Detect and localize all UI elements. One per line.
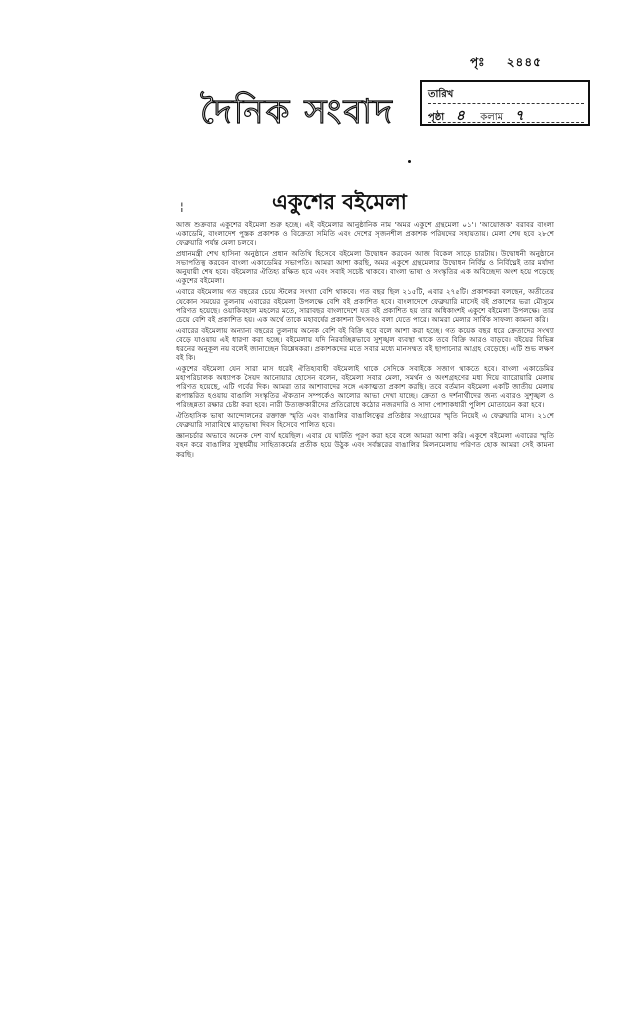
record-column-label: কলাম [480,112,504,123]
article-paragraph: ঐতিহাসিক ভাষা আন্দোলনের রক্তাক্ত স্মৃতি এবং বাঙালির বাঙালিত্বের প্রতিষ্ঠার সংগ্রামের স্মৃতি নিয়েই এ ফেব্রুয়ারি মাস। ২১শে ফেব্রুয়ারি সারাবিশ্বে মাতৃভাষা দিবস হিসেবে পালিত হবে। [176,411,554,430]
article-paragraph: এবারে বইমেলায় গত বছরের চেয়ে স্টলের সংখ্যা বেশি থাকবে। গত বছর ছিল ২১৫টি, এবার ২৭৫টি। প্রকাশকরা বলছেন, অতীতের যেকোন সময়ের তুলনায় এবারের বইমেলা উপলক্ষে বেশি বই প্রকাশিত হবে। বাংলাদেশে ফেব্রুয়ারি মাসেই বই প্রকাশের ভরা মৌসুমে পরিণত হয়েছে। ওয়াকিবহাল মহলের মতে, সারাবছর বাংলাদেশে যত বই প্রকাশিত হয় তার অধিকাংশই একুশে বইমেলা উপলক্ষে। তার চেয়ে বেশি বই প্রকাশিত হয়। এক অর্থে তাকে মহাবর্ষের প্রকাশনা উৎসবও বলা যেতে পারে। আমরা মেলার সার্বিক সাফল্য কামনা করি। [176,287,554,324]
archive-stamp-label: পৃঃ [470,55,486,69]
archive-stamp-number: ২৪৪৫ [506,55,542,69]
clipping-record-box [420,80,590,126]
record-page-row [428,104,584,123]
record-page-label: পৃষ্ঠা [428,112,445,123]
article-paragraph: একুশের বইমেলা যেন সারা মাস ধরেই ঐতিহ্যবাহী বইমেলাই থাকে সেদিকে সবাইকে সজাগ থাকতে হবে। বাংলা একাডেমির মহাপরিচালক অধ্যাপক সৈয়দ আনোয়ার হোসেন বলেন, বইমেলা সবার মেলা, সমর্থন ও অংশগ্রহণের মধ্য দিয়ে ব্যারোয়ারি মেলায় পরিণত হয়েছে, এটি গর্বের দিক। আমরা তার আশাবাদের সঙ্গে একাত্মতা প্রকাশ করছি। তবে বর্তমান বইমেলা একটি জাতীয় মেলায় রূপান্তরিত হওয়ায় বাঙালি সংস্কৃতির ঐকতান সম্পর্কেও আলোর আভা দেখা যাচ্ছে। ক্রেতা ও দর্শনার্থীদের জন্য এবারও সুশৃঙ্খল ও পরিচ্ছন্নতা রক্ষার চেষ্টা করা হবে। নারী উত্যক্তকারীদের প্রতিরোধে কঠোর নজরদারি ও সাদা পোশাকধারী পুলিশ মোতায়েন করা হবে। [176,363,554,410]
margin-mark: ¦ [180,200,184,213]
article-paragraph: জ্ঞানচর্চার অভাবে অনেক দেশ ব্যর্থ হয়েছিল। এবার যে ঘাটতি পূরণ করা হবে বলে আমরা আশা করি। একুশে বইমেলা এবারের স্মৃতি বহন করে বাঙালির সুস্থধর্মীয় সাহিত্যকর্মের প্রতীক হয়ে উঠুক এবং সর্বস্তরের বাঙালির মিলনমেলায় পরিণত হোক আমরা সেই কামনা করছি। [176,431,554,459]
speck-mark [408,160,411,163]
record-date-row [428,85,584,104]
archive-stamp [470,54,542,74]
article-paragraph: এবারের বইমেলায় অন্যান্য বছরের তুলনায় অনেক বেশি বই বিক্রি হবে বলে আশা করা হচ্ছে। গত কয়েক বছর ধরে ক্রেতাদের সংখ্যা বেড়ে যাওয়ায় এই ধারণা করা হচ্ছে। বইমেলায় যদি নিরবচ্ছিন্নভাবে সুশৃঙ্খল ব্যবস্থা থাকে তবে বিক্রি আরও বাড়বে। বইয়ের বিভিন্ন ধরনের অনুকূল নয় বলেই জানাচ্ছেন বিশ্লেষকরা। প্রকাশকদের মতে সবার মধ্যে মানসম্মত বই ছাপানোর আগ্রহ বেড়েছে। এটি শুভ লক্ষণ বই কি। [176,325,554,362]
article-paragraph: প্রধানমন্ত্রী শেখ হাসিনা অনুষ্ঠানে প্রধান অতিথি হিসেবে বইমেলা উদ্বোধন করবেন আজ বিকেল সাড়ে চারটায়। উদ্বোধনী অনুষ্ঠানে সভাপতিত্ব করবেন বাংলা একাডেমির সভাপতি। আমরা আশা করছি, অমর একুশে গ্রন্থমেলার উদ্বোধন নির্বিঘ্ন ও নির্বিঘ্নেই তার মর্যাদা অনুযায়ী শেষ হবে। বইমেলার ঐতিহ্য রক্ষিত হবে এবং সবাই সচেষ্ট থাকবে। বাংলা ভাষা ও সংস্কৃতির এক অবিচ্ছেদ্য অংশ হয়ে পড়েছে একুশের বইমেলা। [176,249,554,286]
record-page-value: ৪ [455,108,465,124]
article-headline: একুশের বইমেলা [272,190,407,214]
record-date-label: তারিখ [428,89,454,100]
record-column-value: ৭ [514,108,524,124]
article-body [176,220,554,622]
article-paragraph: আজ শুক্রবার একুশের বইমেলা শুরু হচ্ছে। এই বইমেলার আনুষ্ঠানিক নাম 'অমর একুশে গ্রন্থমেলা ০১'। 'আয়োজক' বরাবর বাংলা একাডেমি, বাংলাদেশ পুস্তক প্রকাশক ও বিক্রেতা সমিতি এবং দেশের সৃজনশীল প্রকাশক পরিষদের সহায়তায়। মেলা শেষ হবে ২৮শে ফেব্রুয়ারি পর্যন্ত মেলা চলবে। [176,220,554,248]
newspaper-masthead: দৈনিক সংবাদ [200,92,394,132]
